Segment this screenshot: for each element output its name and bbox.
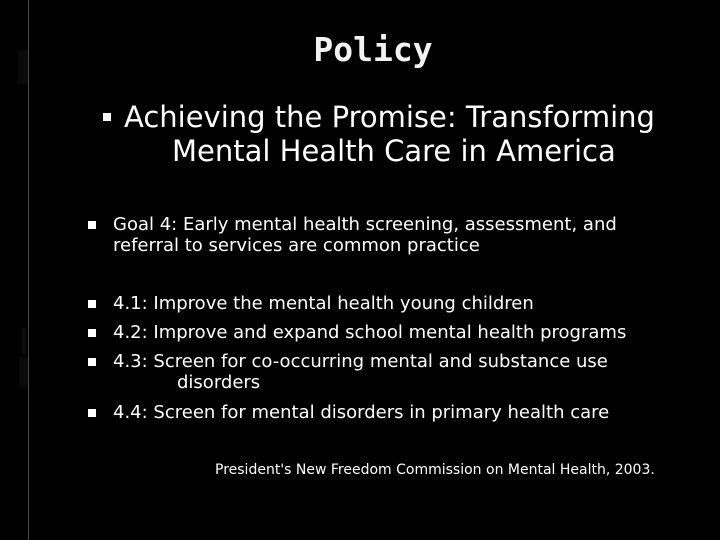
goal-bullet-line-2: referral to services are common practice	[113, 235, 480, 256]
sub-bullet-item	[88, 322, 626, 343]
sub-bullet-line-1: 4.3: Screen for co-occurring mental and substance use	[113, 351, 608, 372]
goal-bullet-text	[113, 214, 617, 256]
main-bullet-line-1: Achieving the Promise: Transforming	[124, 100, 655, 134]
main-bullet-item	[103, 100, 655, 168]
goal-bullet-line-1: Goal 4: Early mental health screening, assessment, and	[113, 214, 617, 235]
decorative-block	[22, 328, 26, 354]
sub-bullet-item	[88, 351, 608, 393]
square-bullet-icon	[88, 358, 96, 366]
sub-bullet-text	[113, 322, 626, 343]
sub-bullet-item	[88, 402, 609, 423]
slide-title: Policy	[313, 30, 433, 69]
goal-bullet-item	[88, 214, 617, 256]
square-bullet-icon	[88, 329, 96, 337]
square-bullet-icon	[88, 221, 96, 229]
sub-bullet-text	[113, 351, 608, 393]
square-bullet-icon	[88, 300, 96, 308]
sub-bullet-text	[113, 402, 609, 423]
square-bullet-icon	[103, 113, 111, 121]
main-bullet-text	[124, 100, 655, 168]
sub-bullet-item	[88, 293, 534, 314]
main-bullet-line-2: Mental Health Care in America	[172, 134, 616, 168]
left-rule-line	[28, 0, 29, 540]
sub-bullet-line-1: 4.2: Improve and expand school mental health programs	[113, 322, 627, 343]
sub-bullet-line-1: 4.1: Improve the mental health young children	[113, 293, 534, 314]
sub-bullet-text	[113, 293, 534, 314]
citation-text: President's New Freedom Commission on Mental Health, 2003.	[215, 462, 655, 478]
sub-bullet-line-1: 4.4: Screen for mental disorders in primary health care	[113, 402, 610, 423]
sub-bullet-line-2: disorders	[177, 372, 261, 393]
square-bullet-icon	[88, 409, 96, 417]
decorative-block	[19, 357, 28, 387]
